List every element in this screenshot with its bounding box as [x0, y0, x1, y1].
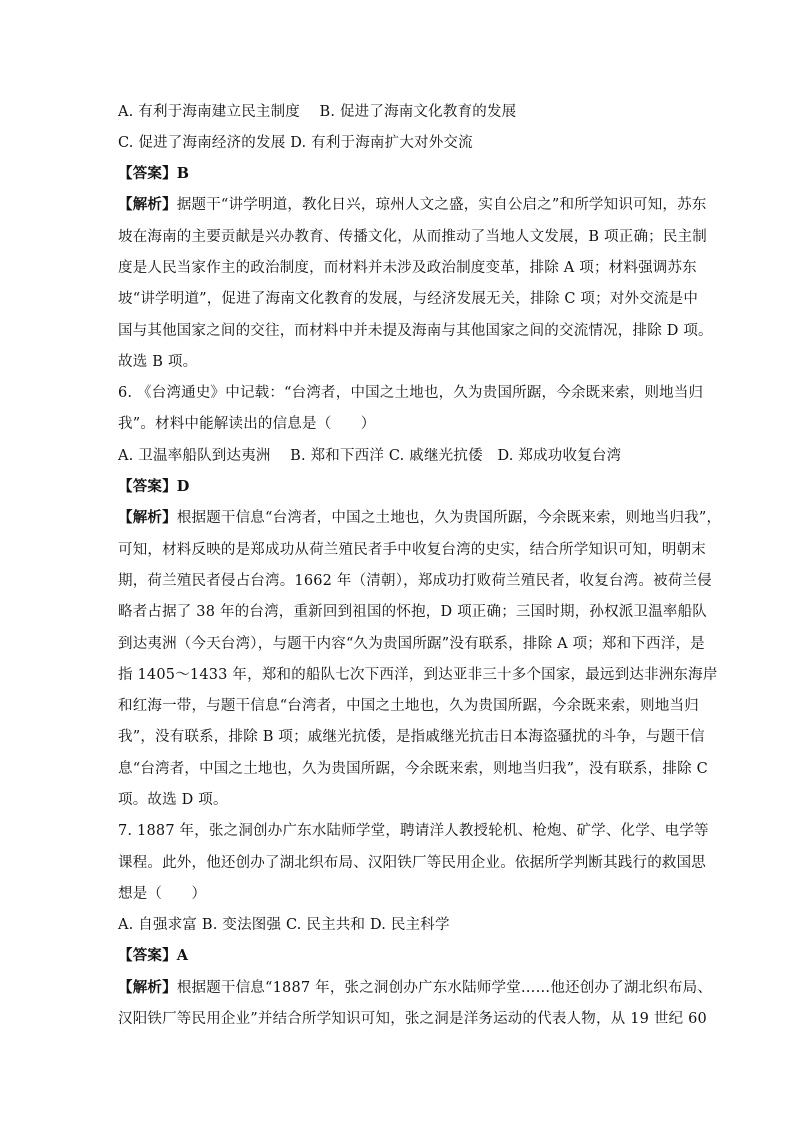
- analysis-line: 指 1405～1433 年，郑和的船队七次下西洋，到达亚非三十多个国家，最远到达非洲东海岸: [118, 667, 718, 683]
- analysis-line: 度是人民当家作主的政治制度，而材料并未涉及政治制度变革，排除 A 项；材料强调苏东: [118, 260, 697, 276]
- analysis-line: 可知，材料反映的是郑成功从荷兰殖民者手中收复台湾的史实，结合所学知识可知，明朝末: [118, 542, 706, 558]
- option-line: A. 有利于海南建立民主制度 B. 促进了海南文化教育的发展: [118, 104, 517, 120]
- answer-line: 【答案】A: [118, 947, 189, 964]
- section-marker: 【解析】: [118, 509, 177, 526]
- analysis-line: 我”，没有联系，排除 B 项；戚继光抗倭，是指戚继光抗击日本海盗骚扰的斗争，与题干信: [118, 729, 705, 745]
- analysis-line: 和红海一带，与题干信息“台湾者，中国之土地也，久为贵国所踞，今余既来索，则地当归: [118, 698, 699, 714]
- analysis-line: 息“台湾者，中国之土地也，久为贵国所踞，今余既来索，则地当归我”，没有联系，排除 C: [118, 761, 708, 777]
- analysis-line: 略者占据了 38 年的台湾，重新回到祖国的怀抱，D 项正确；三国时期，孙权派卫温率船队: [118, 604, 708, 620]
- question-line: 课程。此外，他还创办了湖北织布局、汉阳铁厂等民用企业。依据所学判断其践行的救国思: [118, 855, 706, 871]
- answer-line: 【答案】D: [118, 478, 190, 495]
- section-marker: 【解析】: [118, 196, 177, 213]
- analysis-line: 【解析】根据题干信息“1887 年，张之洞创办广东水陆师学堂……他还创办了湖北织布局、: [118, 979, 713, 996]
- analysis-line: 故选 B 项。: [118, 354, 198, 370]
- analysis-line: 国与其他国家之间的交往，而材料中并未提及海南与其他国家之间的交流情况，排除 D 项。: [118, 323, 713, 339]
- option-line: A. 自强求富 B. 变法图强 C. 民主共和 D. 民主科学: [118, 917, 450, 933]
- question-line: 我”。材料中能解读出的信息是（ ）: [118, 416, 376, 432]
- analysis-line: 坡在海南的主要贡献是兴办教育、传播文化，从而推动了当地人文发展，B 项正确；民主制: [118, 229, 707, 245]
- analysis-line: 【解析】据题干“讲学明道，教化日兴，琼州人文之盛，实自公启之”和所学知识可知，苏东: [118, 196, 707, 213]
- section-marker: 【解析】: [118, 979, 177, 996]
- analysis-line: 坡“讲学明道”，促进了海南文化教育的发展，与经济发展无关，排除 C 项；对外交流是中: [118, 291, 699, 307]
- analysis-line: 汉阳铁厂等民用企业”并结合所学知识可知，张之洞是洋务运动的代表人物，从 19 世纪 60: [118, 1011, 707, 1027]
- option-line: A. 卫温率船队到达夷洲 B. 郑和下西洋 C. 戚继光抗倭 D. 郑成功收复台湾: [118, 448, 622, 464]
- analysis-line: 期，荷兰殖民者侵占台湾。1662 年（清朝），郑成功打败荷兰殖民者，收复台湾。被荷兰侵: [118, 573, 712, 589]
- question-line: 6. 《台湾通史》中记载：“台湾者，中国之土地也，久为贵国所踞，今余既来索，则地当归: [118, 385, 704, 401]
- option-line: C. 促进了海南经济的发展 D. 有利于海南扩大对外交流: [118, 135, 473, 151]
- question-line: 想是（ ）: [118, 886, 207, 902]
- analysis-line: 项。故选 D 项。: [118, 792, 228, 808]
- answer-line: 【答案】B: [118, 165, 190, 182]
- question-line: 7. 1887 年，张之洞创办广东水陆师学堂，聘请洋人教授轮机、枪炮、矿学、化学、电学等: [118, 823, 709, 839]
- analysis-line: 【解析】根据题干信息“台湾者，中国之土地也，久为贵国所踞，今余既来索，则地当归我”，: [118, 509, 722, 526]
- analysis-line: 到达夷洲（今天台湾），与题干内容“久为贵国所踞”没有联系，排除 A 项；郑和下西洋，是: [118, 636, 705, 652]
